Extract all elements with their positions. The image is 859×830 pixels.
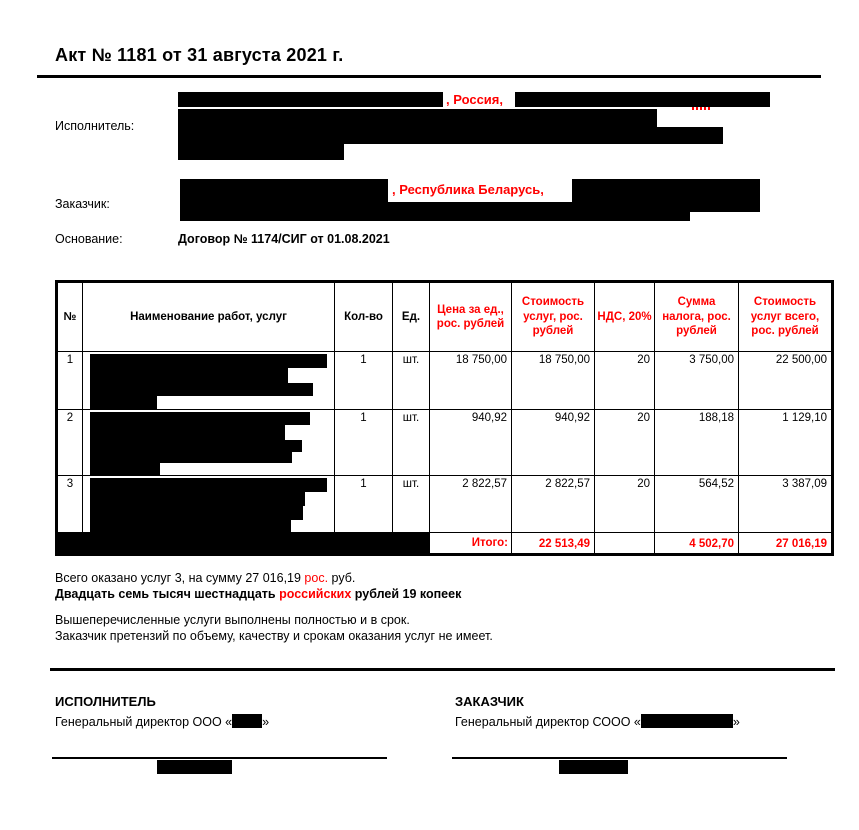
cell-qty: 1 xyxy=(335,352,393,410)
summary-services-complete: Вышеперечисленные услуги выполнены полностью и в срок. xyxy=(55,613,410,627)
redaction-bar xyxy=(180,202,690,221)
customer-director-line: Генеральный директор СООО « » xyxy=(455,715,740,729)
cell-vat: 20 xyxy=(595,352,655,410)
redaction-bar xyxy=(515,92,770,107)
customer-signature-heading: ЗАКАЗЧИК xyxy=(455,694,524,709)
header-cost: Стоимость услуг, рос. рублей xyxy=(512,282,595,352)
totals-label: Итого: xyxy=(430,533,512,555)
signature-rule xyxy=(50,668,835,671)
table-row xyxy=(57,410,833,476)
redaction-bar xyxy=(641,714,733,728)
cell-name-redacted xyxy=(83,352,335,410)
cell-name-redacted xyxy=(83,410,335,476)
cell-price: 940,92 xyxy=(430,410,512,476)
cell-unit: шт. xyxy=(393,352,430,410)
executor-country-text: , Россия, xyxy=(446,92,503,107)
cell-total: 3 387,09 xyxy=(739,476,833,533)
cell-tax: 188,18 xyxy=(655,410,739,476)
basis-value: Договор № 1174/СИГ от 01.08.2021 xyxy=(178,232,390,246)
redaction-bar xyxy=(180,179,388,202)
totals-redacted-cell xyxy=(57,533,430,555)
redaction-bar xyxy=(178,92,443,107)
cell-cost: 940,92 xyxy=(512,410,595,476)
redaction-bar xyxy=(58,533,430,553)
redaction-bar xyxy=(178,109,657,127)
spellcheck-squiggle xyxy=(692,107,712,110)
cell-total: 22 500,00 xyxy=(739,352,833,410)
summary-ros-red: рос. xyxy=(304,571,329,585)
header-total: Стоимость услуг всего, рос. рублей xyxy=(739,282,833,352)
customer-signature-line xyxy=(452,757,787,759)
cell-tax: 3 750,00 xyxy=(655,352,739,410)
cell-vat: 20 xyxy=(595,476,655,533)
services-table xyxy=(55,280,834,556)
page-title: Акт № 1181 от 31 августа 2021 г. xyxy=(55,45,344,65)
cell-cost: 18 750,00 xyxy=(512,352,595,410)
cell-unit: шт. xyxy=(393,476,430,533)
executor-director-line: Генеральный директор ООО « » xyxy=(55,715,270,729)
executor-signature-line xyxy=(52,757,387,759)
redaction-stack xyxy=(83,410,334,475)
redaction-bar xyxy=(559,760,628,774)
cell-total: 1 129,10 xyxy=(739,410,833,476)
summary-amount-in-words: Двадцать семь тысяч шестнадцать российских рублей 19 копеек xyxy=(55,587,462,601)
cell-qty: 1 xyxy=(335,476,393,533)
basis-label: Основание: xyxy=(55,232,123,246)
redaction-bar xyxy=(178,127,723,144)
cell-vat: 20 xyxy=(595,410,655,476)
header-vat: НДС, 20% xyxy=(595,282,655,352)
summary-rossiyskih-red: российских xyxy=(279,587,352,601)
totals-vat-empty xyxy=(595,533,655,555)
header-name: Наименование работ, услуг xyxy=(83,282,335,352)
table-row xyxy=(57,476,833,533)
header-unit: Ед. xyxy=(393,282,430,352)
executor-signature-heading: ИСПОЛНИТЕЛЬ xyxy=(55,694,156,709)
header-tax: Сумма налога, рос. рублей xyxy=(655,282,739,352)
cell-num: 3 xyxy=(57,476,83,533)
title-rule xyxy=(37,75,821,78)
cell-name-redacted xyxy=(83,476,335,533)
redaction-bar xyxy=(157,760,232,774)
cell-num: 1 xyxy=(57,352,83,410)
summary-total-line: Всего оказано услуг 3, на сумму 27 016,19 рос. руб. xyxy=(55,571,356,585)
redaction-bar xyxy=(232,714,262,728)
table-row xyxy=(57,352,833,410)
totals-total: 27 016,19 xyxy=(739,533,833,555)
header-price: Цена за ед., рос. рублей xyxy=(430,282,512,352)
executor-label: Исполнитель: xyxy=(55,119,135,133)
table-header-row xyxy=(57,282,833,352)
summary-no-claims: Заказчик претензий по объему, качеству и срокам оказания услуг не имеет. xyxy=(55,629,493,643)
cell-qty: 1 xyxy=(335,410,393,476)
cell-price: 2 822,57 xyxy=(430,476,512,533)
cell-tax: 564,52 xyxy=(655,476,739,533)
totals-tax: 4 502,70 xyxy=(655,533,739,555)
totals-cost: 22 513,49 xyxy=(512,533,595,555)
customer-country-text: , Республика Беларусь, xyxy=(392,182,544,197)
redaction-bar xyxy=(178,144,344,160)
redaction-bar xyxy=(690,179,760,212)
header-num: № xyxy=(57,282,83,352)
totals-row xyxy=(57,533,833,555)
cell-price: 18 750,00 xyxy=(430,352,512,410)
cell-cost: 2 822,57 xyxy=(512,476,595,533)
cell-unit: шт. xyxy=(393,410,430,476)
customer-label: Заказчик: xyxy=(55,197,110,211)
redaction-stack xyxy=(83,476,334,532)
header-qty: Кол-во xyxy=(335,282,393,352)
cell-num: 2 xyxy=(57,410,83,476)
redaction-stack xyxy=(83,352,334,409)
